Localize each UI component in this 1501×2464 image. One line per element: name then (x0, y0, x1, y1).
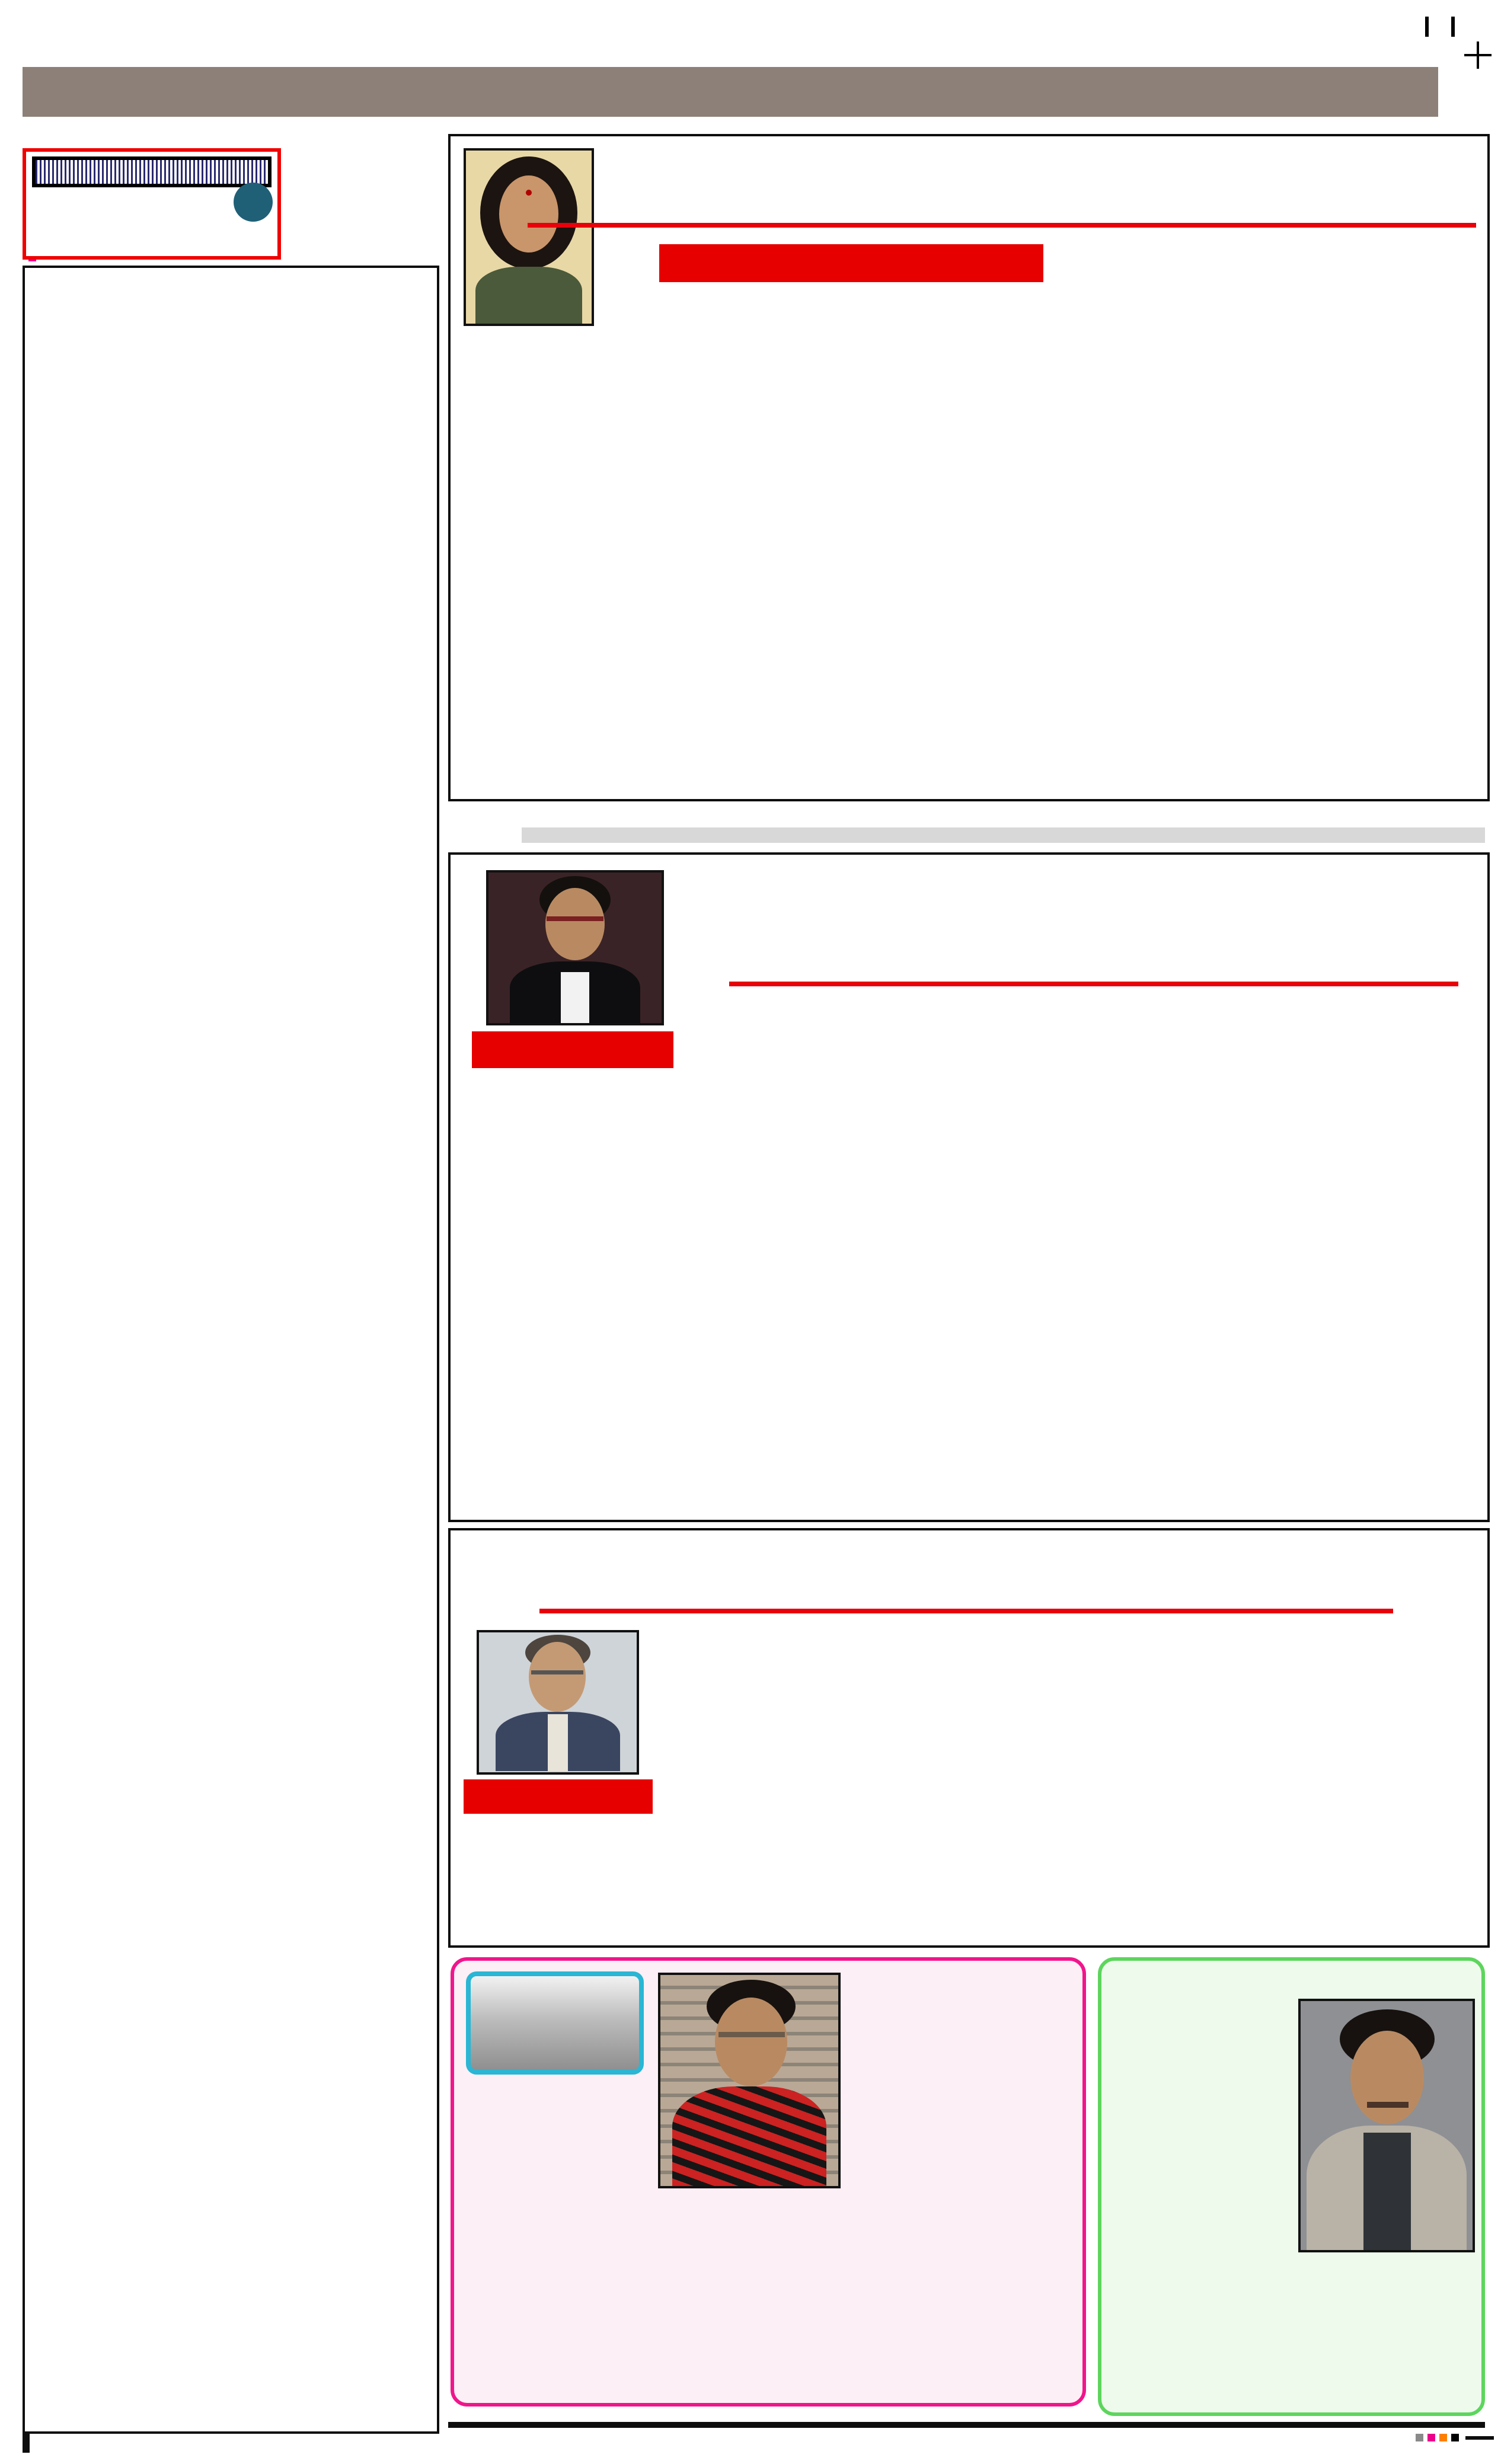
reg-square-magenta (1427, 2434, 1435, 2441)
poem-box-tumari-kathare (1098, 1957, 1485, 2416)
top-article-box (448, 134, 1490, 801)
page-number-badge (234, 183, 273, 222)
middle-article-box (448, 852, 1490, 1522)
photo-torso (475, 267, 582, 326)
reg-square-black (1451, 2434, 1459, 2441)
byline-badge-subrata (464, 1779, 653, 1814)
photo-face (545, 888, 605, 960)
photo-glasses (531, 1670, 583, 1674)
article-column (1285, 1630, 1474, 1937)
middle-article-body (464, 1087, 1474, 1510)
photo-nilamani-chand (1298, 1999, 1475, 2252)
article-column-with-photo (464, 1630, 653, 1937)
article-column (978, 321, 1218, 790)
article-column (669, 1630, 858, 1937)
photo-striped-shirt (672, 2086, 826, 2187)
reg-square-gray (1416, 2434, 1423, 2441)
left-article-body (39, 386, 423, 2421)
photo-shirt (548, 1714, 568, 1771)
photo-subrata-kar (477, 1630, 639, 1775)
registration-cross-icon-right (1464, 41, 1492, 69)
reg-tick1 (1425, 17, 1429, 37)
article-column (1285, 1087, 1474, 1510)
section-separator-band (522, 827, 1485, 843)
reg-dash-bottom-right (1465, 2436, 1494, 2440)
article-column (720, 321, 960, 790)
photo-ramachandra-behera (658, 1973, 841, 2188)
dateline-box (23, 148, 281, 260)
poem-box-uttarayana (451, 1957, 1086, 2407)
reg-bar-bottom-left (23, 2433, 30, 2453)
bottom-article-box (448, 1528, 1490, 1948)
bottom-article-body (464, 1630, 1474, 1937)
kabita-konark-logo (466, 1971, 644, 2075)
headline-underline (539, 1609, 1393, 1613)
photo-face (529, 1642, 586, 1712)
headline-underline (729, 982, 1458, 986)
photo-glasses (547, 916, 603, 921)
byline-badge-gangadhar (472, 1031, 673, 1068)
article-column (874, 1087, 1064, 1510)
article-column (874, 1630, 1064, 1937)
photo-face (1350, 2031, 1424, 2124)
photo-shirt (1363, 2133, 1411, 2250)
article-column (464, 321, 704, 790)
photo-shirt (561, 972, 589, 1025)
photo-face (715, 1998, 787, 2086)
byline-badge-jayashree (659, 244, 1043, 282)
photo-moustache (1367, 2102, 1409, 2108)
reg-square-orange (1439, 2434, 1447, 2441)
photo-glasses (718, 2032, 785, 2037)
article-column (1080, 1630, 1269, 1937)
top-article-body (464, 321, 1474, 790)
article-column (1080, 1087, 1269, 1510)
masthead-band (23, 67, 1438, 117)
bottom-rule (448, 2422, 1485, 2428)
headline-underline (528, 223, 1476, 228)
poem-column-wrap (855, 1975, 1069, 1980)
photo-gangadhar-samal (486, 870, 664, 1025)
article-column (1234, 321, 1474, 790)
photo-face (499, 175, 558, 253)
photo-bindi (526, 190, 532, 196)
photo-jayashree-pattanaik (464, 148, 594, 326)
left-article-box (23, 266, 439, 2434)
article-column (464, 1087, 653, 1510)
article-column (669, 1087, 858, 1510)
stripes-bar (32, 156, 272, 187)
reg-tick2 (1451, 17, 1455, 37)
